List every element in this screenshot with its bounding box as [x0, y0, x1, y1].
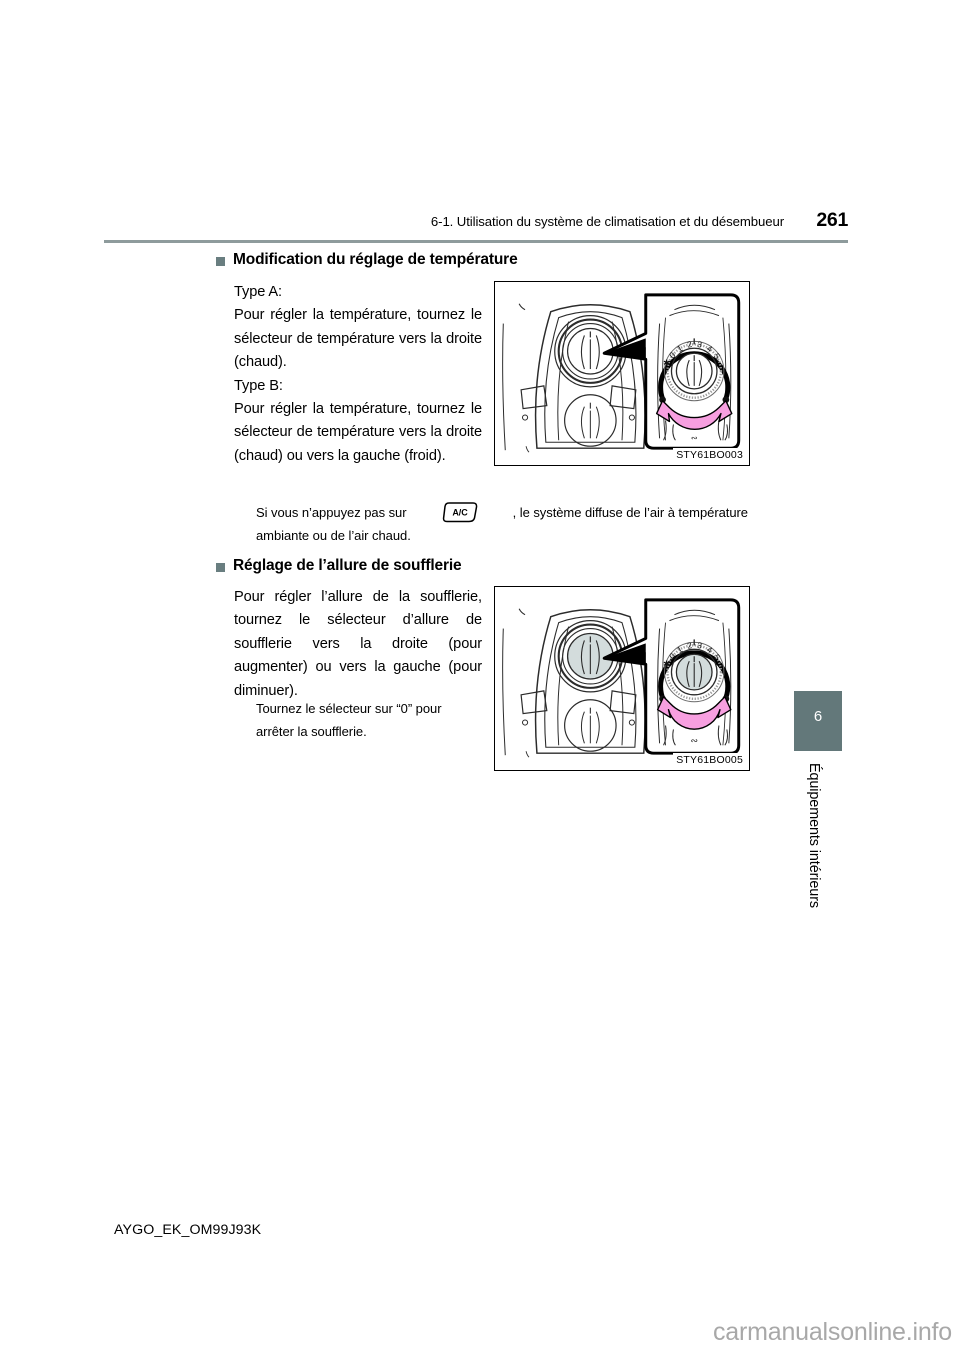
- page-header: [104, 209, 848, 248]
- square-bullet-icon: [216, 257, 225, 266]
- figure-blower-dial: [494, 586, 750, 771]
- svg-text:4: 4: [705, 644, 715, 656]
- figure-code-temperature: STY61BO003: [673, 448, 746, 462]
- paragraph-type-a-label: Type A:: [234, 284, 282, 300]
- header-title: 6-1. Utilisation du système de climatisation et du désembueur: [430, 214, 784, 229]
- section-heading-temperature: [216, 251, 518, 269]
- ac-button-icon: [442, 500, 478, 524]
- svg-text:0: 0: [667, 349, 678, 361]
- paragraph-blower-desc: Pour régler l’allure de la soufflerie, tournez le sélecteur d’allure de soufflerie vers la droite (pour augmenter) ou vers la gauche (pour diminuer).: [234, 589, 482, 699]
- note-blower-line-2: arrêter la soufflerie.: [256, 724, 367, 739]
- svg-text:A/C: A/C: [451, 507, 468, 518]
- svg-text:5: 5: [711, 652, 723, 663]
- svg-text:4: 4: [705, 343, 715, 355]
- document-code: AYGO_EK_OM99J93K: [114, 1222, 262, 1238]
- svg-text:2: 2: [686, 640, 693, 651]
- svg-text:3: 3: [696, 640, 703, 651]
- temperature-body-text: [234, 281, 482, 468]
- square-bullet-icon: [216, 563, 225, 572]
- note-ac-text-before: Si vous n’appuyez pas sur: [256, 504, 407, 520]
- header-divider: [104, 240, 848, 243]
- svg-text:✱: ✱: [660, 357, 673, 369]
- watermark: carmanualsonline.info: [712, 1318, 952, 1346]
- figure-code-blower: STY61BO005: [673, 753, 746, 767]
- svg-text:5: 5: [711, 351, 723, 362]
- note-ac-line-2: ambiante ou de l’air chaud.: [256, 528, 411, 543]
- figure-temperature-dial: [494, 281, 750, 466]
- section-heading-blower: [216, 557, 461, 575]
- svg-text:0: 0: [667, 650, 678, 662]
- note-ac-button: [256, 500, 748, 547]
- fan-glyph-icon: ∾: [690, 433, 698, 443]
- svg-text:1: 1: [675, 343, 685, 355]
- svg-text:2: 2: [686, 338, 693, 350]
- paragraph-type-a-desc: Pour régler la température, tournez le sélecteur de température vers la droite (chaud).: [234, 307, 482, 371]
- figure-blower-illustration: [495, 587, 749, 770]
- note-ac-line-1: [256, 500, 748, 524]
- note-blower-line-1: Tournez le sélecteur sur “0” pour: [256, 701, 442, 716]
- paragraph-type-b-desc: Pour régler la température, tournez le sélecteur de température vers la droite (chaud) ou vers la gauche (froid).: [234, 401, 482, 464]
- note-ac-text-after: , le système diffuse de l’air à température: [512, 504, 748, 520]
- section-heading-blower-label: Réglage de l’allure de soufflerie: [233, 557, 462, 574]
- paragraph-type-b-label: Type B:: [234, 377, 283, 394]
- svg-text:✱: ✱: [660, 658, 673, 670]
- chapter-tab: [794, 691, 842, 751]
- blower-body-text: [234, 586, 482, 703]
- page-number: 261: [816, 209, 848, 231]
- chapter-tab-number: 6: [813, 708, 823, 725]
- chapter-tab-label: Équipements intérieurs: [806, 763, 822, 908]
- note-blower-stop: [256, 697, 482, 743]
- svg-text:3: 3: [696, 338, 703, 350]
- svg-text:1: 1: [675, 644, 685, 656]
- fan-glyph-icon: ∾: [690, 735, 698, 746]
- section-heading-temperature-label: Modification du réglage de température: [233, 251, 518, 268]
- figure-temperature-illustration: [495, 282, 749, 465]
